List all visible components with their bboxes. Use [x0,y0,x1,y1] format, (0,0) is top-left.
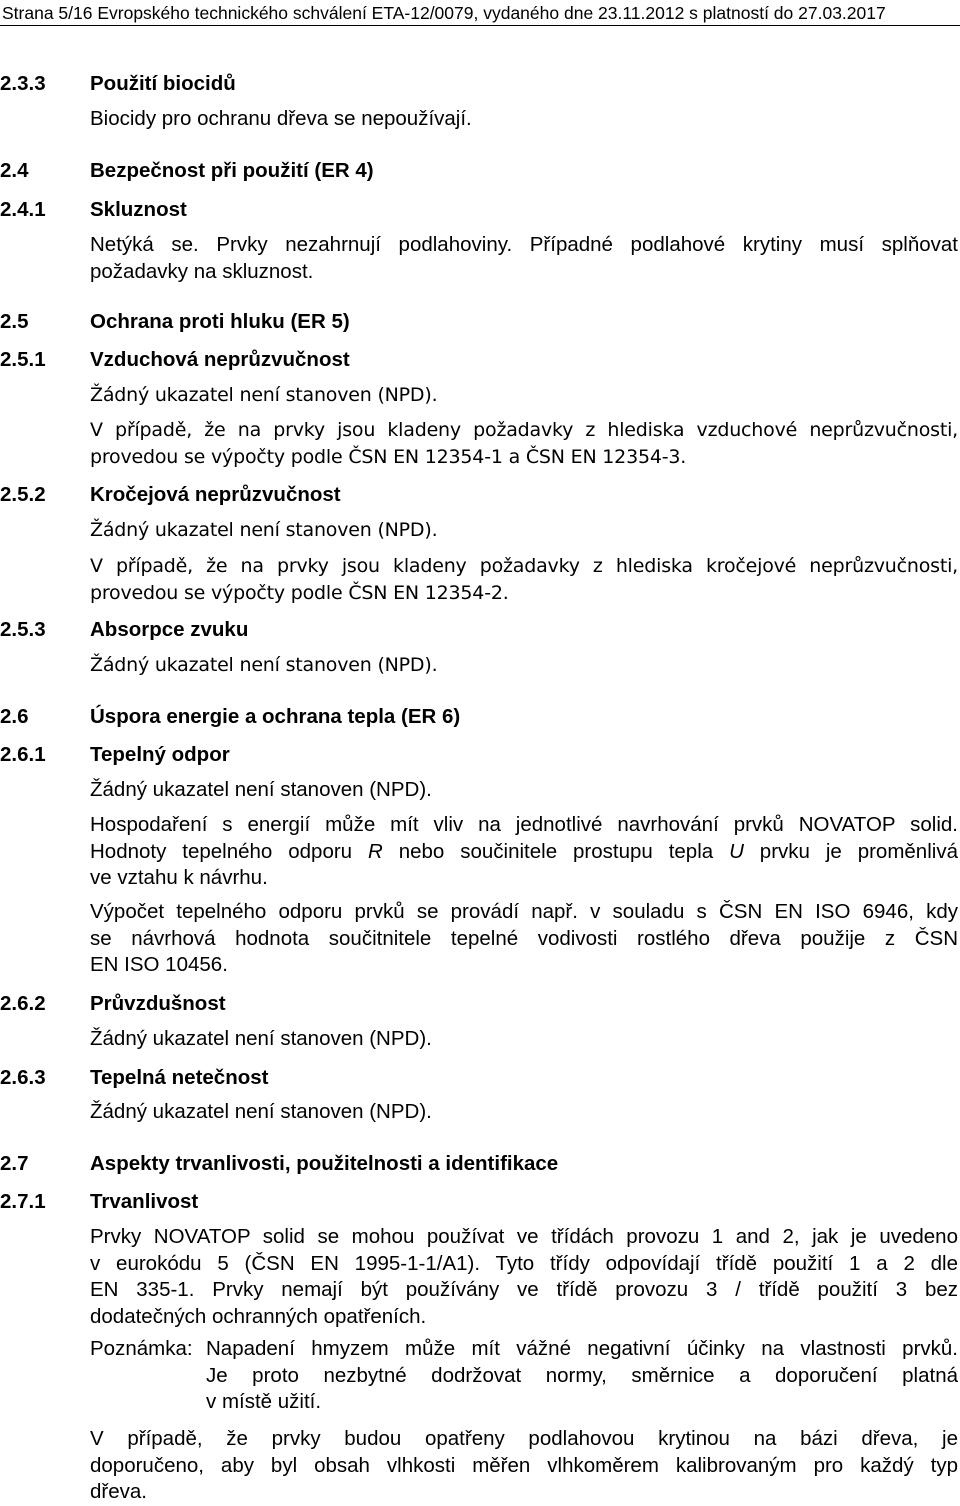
section-2-5-1-paragraph [90,417,958,470]
paragraph-line: se návrhová hodnota součitnitele tepelné vodivosti rostlého dřeva použije z ČSN [90,926,958,950]
paragraph-line: ve vztahu k návrhu. [90,866,268,889]
paragraph-line: EN ISO 10456. [90,953,228,976]
note-line: Je proto nezbytné dodržovat normy, směrnice a doporučení platná [206,1363,958,1387]
section-2-6-3-npd: Žádný ukazatel není stanoven (NPD). [90,1100,432,1123]
section-2-5-2-paragraph [90,553,958,606]
section-title: Aspekty trvanlivosti, použitelnosti a identifikace [90,1152,559,1175]
section-title: Tepelný odpor [90,743,230,766]
section-title: Bezpečnost při použití (ER 4) [90,159,374,182]
section-2-6-1-npd: Žádný ukazatel není stanoven (NPD). [90,778,432,801]
paragraph-line: dodatečných ochranných opatřeních. [90,1304,427,1328]
section-2-5-2-npd: Žádný ukazatel není stanoven (NPD). [90,519,438,541]
section-title: Ochrana proti hluku (ER 5) [90,310,350,333]
paragraph-line: Hospodaření s energií může mít vliv na jednotlivé navrhování prvků NOVATOP solid. [90,813,958,836]
symbol-u: U [729,839,744,863]
section-title: Absorpce zvuku [90,618,249,641]
section-2-5-3-npd: Žádný ukazatel není stanoven (NPD). [90,654,438,676]
paragraph-line: dřeva. [90,1480,147,1503]
section-2-7-1-paragraph-1 [90,1224,958,1330]
section-number: 2.6.2 [0,992,46,1015]
paragraph-line: provedou se výpočty podle ČSN EN 12354-1 a ČSN EN 12354-3. [90,445,687,468]
note-line: v místě užití. [206,1390,322,1413]
page-header: Strana 5/16 Evropského technického schválení ETA-12/0079, vydaného dne 23.11.2012 s platností do 27.03.2017 [2,3,886,23]
section-number: 2.6.1 [0,743,46,766]
paragraph-line: doporučeno, aby byl obsah vlhkosti měřen vlhkoměrem kalibrovaným pro každý typ [90,1453,958,1477]
text-run: Hodnoty tepelného odporu [90,839,368,863]
symbol-r: R [367,839,383,863]
paragraph-line [90,839,958,866]
section-2-6-2-npd: Žádný ukazatel není stanoven (NPD). [90,1027,432,1050]
section-title: Trvanlivost [90,1190,199,1213]
section-title: Úspora energie a ochrana tepla (ER 6) [90,705,461,728]
section-number: 2.5.1 [0,348,46,371]
note-line: Napadení hmyzem může mít vážné negativní účinky na vlastnosti prvků. [206,1337,958,1360]
section-title: Vzduchová neprůzvučnost [90,348,350,371]
paragraph-line: EN 335-1. Prvky nemají být používány ve třídě provozu 3 / třídě použití 3 bez [90,1278,958,1301]
section-number: 2.3.3 [0,72,46,95]
paragraph-line: požadavky na skluznost. [90,259,314,283]
note-label: Poznámka: [90,1337,193,1360]
section-2-5-1-npd: Žádný ukazatel není stanoven (NPD). [90,384,438,406]
paragraph-line: Prvky NOVATOP solid se mohou používat ve třídách provozu 1 and 2, jak je uvedeno [90,1225,958,1248]
section-number: 2.6 [0,705,29,728]
paragraph-line: provedou se výpočty podle ČSN EN 12354-2. [90,581,509,604]
section-2-4-1-paragraph [90,232,958,285]
paragraph-line: V případě, že na prvky jsou kladeny požadavky z hlediska vzduchové neprůzvučnosti, [90,419,958,441]
note-body [206,1336,958,1416]
paragraph-line: Výpočet tepelného odporu prvků se provádí např. v souladu s ČSN EN ISO 6946, kdy [90,900,958,923]
paragraph-line: V případě, že prvky budou opatřeny podlahovou krytinou na bázi dřeva, je [90,1427,958,1450]
section-number: 2.4.1 [0,198,46,221]
section-title: Kročejová neprůzvučnost [90,483,341,506]
section-number: 2.6.3 [0,1066,46,1089]
text-run: prvku je proměnlivá [743,839,958,863]
section-2-6-1-paragraph-1 [90,812,958,892]
paragraph-line: v eurokódu 5 (ČSN EN 1995-1-1/A1). Tyto třídy odpovídají třídě použití 1 a 2 dle [90,1251,958,1275]
section-number: 2.5 [0,310,29,333]
paragraph-line: V případě, že na prvky jsou kladeny požadavky z hlediska kročejové neprůzvučnosti, [90,555,958,577]
paragraph-line: Netýká se. Prvky nezahrnují podlahoviny. Případné podlahové krytiny musí splňovat [90,233,958,256]
section-2-7-1-paragraph-2 [90,1426,958,1506]
text-run: nebo součinitele prostupu tepla [382,839,730,863]
section-number: 2.7.1 [0,1190,46,1213]
section-title: Tepelná netečnost [90,1066,269,1089]
section-number: 2.5.3 [0,618,46,641]
section-number: 2.7 [0,1152,29,1175]
section-title: Použití biocidů [90,72,236,95]
section-title: Skluznost [90,198,187,221]
section-2-3-3-text: Biocidy pro ochranu dřeva se nepoužívají. [90,107,472,130]
section-number: 2.5.2 [0,483,46,506]
section-2-6-1-paragraph-2 [90,899,958,979]
header-divider [0,25,960,26]
section-title: Průvzdušnost [90,992,226,1015]
section-number: 2.4 [0,159,29,182]
